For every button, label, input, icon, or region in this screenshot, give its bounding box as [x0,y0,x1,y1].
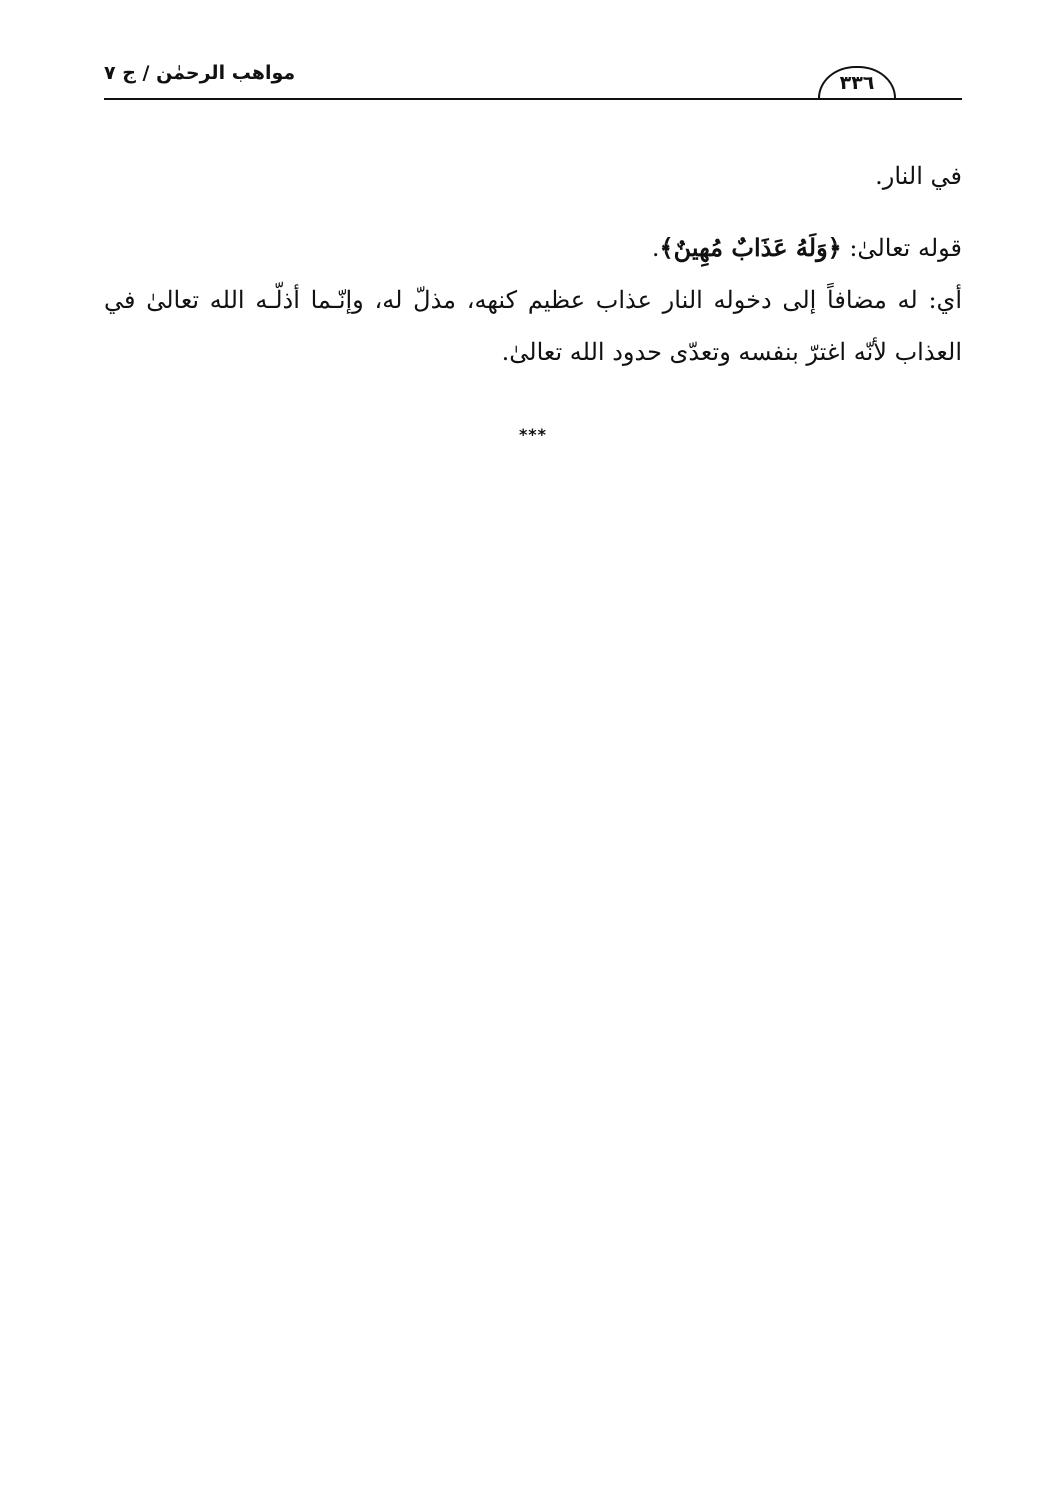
paragraph-verse [104,222,962,274]
header-rule [104,98,962,100]
verse-end: . [651,234,660,262]
section-separator: *** [518,425,548,444]
running-title: مواهب الرحمٰن / ج ٧ [104,62,296,84]
quran-verse: ﴿وَلَهُ عَذَابٌ مُهِينٌ﴾ [659,233,842,262]
page-header [104,56,962,100]
verse-intro: قوله تعالىٰ: [841,234,962,262]
paragraph-commentary: أي: له مضافاً إلى دخوله النار عذاب عظيم كنهه، مذلّ له، وإنّـما أذلّـه الله تعالىٰ في العذاب لأنّه اغترّ بنفسه وتعدّى حدود الله تعالىٰ. [104,286,962,366]
body-text [104,150,962,378]
page-number: ٣٣٦ [818,66,896,98]
paragraph-1: في النار. [875,162,962,190]
